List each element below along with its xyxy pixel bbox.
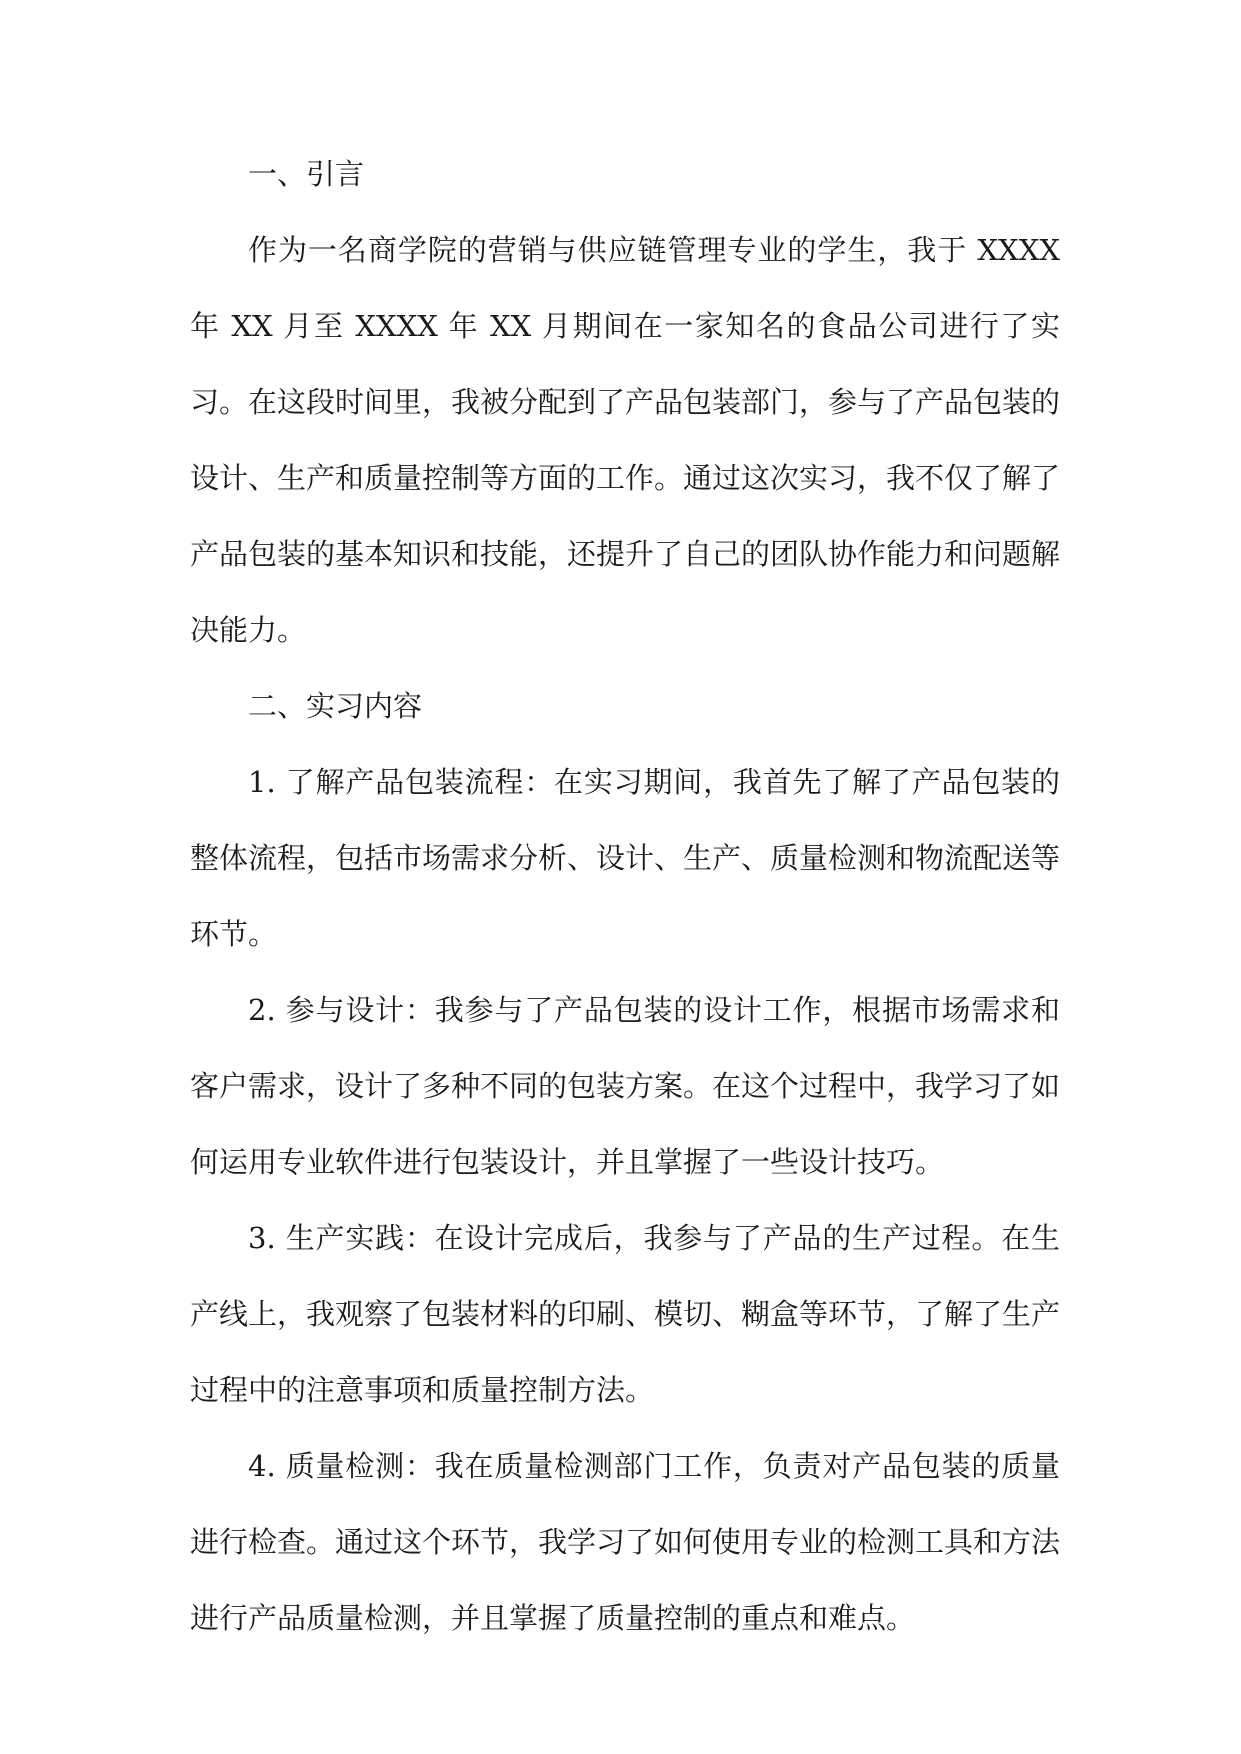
document-body: [190, 136, 1060, 1656]
list-item-quality-inspection: 4. 质量检测：我在质量检测部门工作，负责对产品包装的质量进行检查。通过这个环节，我学习了如何使用专业的检测工具和方法进行产品质量检测，并且掌握了质量控制的重点和难点。: [190, 1449, 1061, 1635]
list-item-production-practice: 3. 生产实践：在设计完成后，我参与了产品的生产过程。在生产线上，我观察了包装材料的印刷、模切、糊盒等环节，了解了生产过程中的注意事项和质量控制方法。: [190, 1221, 1061, 1407]
section-heading-introduction: 一、引言: [248, 157, 365, 191]
introduction-paragraph: 作为一名商学院的营销与供应链管理专业的学生，我于 XXXX 年 XX 月至 XXXX 年 XX 月期间在一家知名的食品公司进行了实习。在这段时间里，我被分配到了产品包装部门，参与了产品包装的设计、生产和质量控制等方面的工作。通过这次实习，我不仅了解了产品包装的基本知识和技能，还提升了自己的团队协作能力和问题解决能力。: [190, 233, 1061, 647]
list-item-design: 2. 参与设计：我参与了产品包装的设计工作，根据市场需求和客户需求，设计了多种不同的包装方案。在这个过程中，我学习了如何运用专业软件进行包装设计，并且掌握了一些设计技巧。: [190, 993, 1061, 1179]
list-item-packaging-process: 1. 了解产品包装流程：在实习期间，我首先了解了产品包装的整体流程，包括市场需求分析、设计、生产、质量检测和物流配送等环节。: [190, 765, 1061, 951]
section-heading-internship-content: 二、实习内容: [248, 689, 423, 723]
